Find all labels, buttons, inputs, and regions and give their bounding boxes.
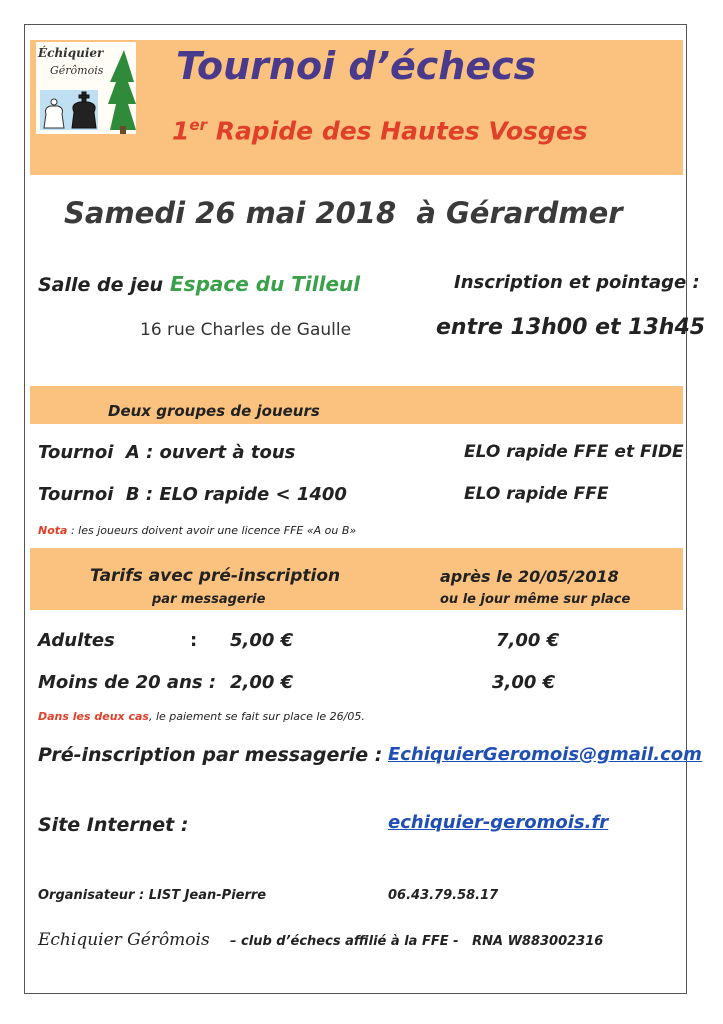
organizer-phone: 06.43.79.58.17	[388, 888, 499, 903]
tarifs-sub-right: ou le jour même sur place	[440, 592, 631, 607]
venue-name: Espace du Tilleul	[170, 272, 361, 296]
subtitle-sup: er	[189, 116, 207, 134]
adults-price-pre: 5,00 €	[230, 630, 294, 651]
nota-line	[38, 524, 356, 537]
under20-price-late: 3,00 €	[492, 672, 556, 693]
groups-heading: Deux groupes de joueurs	[108, 402, 320, 420]
footer-affiliation: – club d’échecs affilié à la FFE - RNA W883002316	[230, 934, 604, 949]
payment-note	[38, 710, 365, 723]
site-label: Site Internet :	[38, 814, 189, 836]
page-title: Tournoi d’échecs	[176, 44, 537, 88]
tarifs-heading-left: Tarifs avec pré-inscription	[90, 566, 341, 586]
payment-note-text: , le paiement se fait sur place le 26/05.	[148, 710, 365, 723]
tournament-b-label: Tournoi B : ELO rapide < 1400	[38, 484, 347, 505]
logo-line2: Gérômois	[50, 64, 104, 77]
venue-address: 16 rue Charles de Gaulle	[140, 320, 352, 340]
footer-club-name: Echiquier Gérômois	[38, 930, 210, 950]
chess-king-tree-icon	[36, 42, 136, 134]
under20-label: Moins de 20 ans :	[38, 672, 217, 693]
subtitle-rest: Rapide des Hautes Vosges	[206, 116, 588, 146]
nota-label: Nota	[38, 524, 68, 537]
adults-label: Adultes	[38, 630, 115, 651]
logo-line1: Échiquier	[38, 46, 104, 60]
page-subtitle	[172, 116, 588, 145]
registration-time: entre 13h00 et 13h45	[436, 315, 706, 340]
website-link[interactable]: echiquier-geromois.fr	[388, 812, 609, 833]
adults-price-late: 7,00 €	[496, 630, 560, 651]
subtitle-ordinal: 1	[172, 116, 190, 146]
registration-label: Inscription et pointage :	[454, 272, 700, 293]
tournament-a-elo: ELO rapide FFE et FIDE	[464, 442, 684, 462]
email-link[interactable]: EchiquierGeromois@gmail.com	[388, 744, 702, 765]
adults-colon: :	[190, 630, 198, 651]
tarifs-sub-left: par messagerie	[152, 592, 266, 607]
tournament-a-label: Tournoi A : ouvert à tous	[38, 442, 296, 463]
nota-text: : les joueurs doivent avoir une licence FFE «A ou B»	[67, 524, 357, 537]
prereg-label: Pré-inscription par messagerie :	[38, 744, 383, 766]
under20-price-pre: 2,00 €	[230, 672, 294, 693]
venue-label: Salle de jeu :	[38, 274, 178, 296]
payment-note-red: Dans les deux cas	[38, 710, 149, 723]
club-logo	[36, 42, 136, 134]
tarifs-heading-right: après le 20/05/2018	[440, 567, 619, 586]
event-date: Samedi 26 mai 2018 à Gérardmer	[64, 196, 623, 230]
organizer: Organisateur : LIST Jean-Pierre	[38, 888, 267, 903]
tournament-b-elo: ELO rapide FFE	[464, 484, 609, 504]
